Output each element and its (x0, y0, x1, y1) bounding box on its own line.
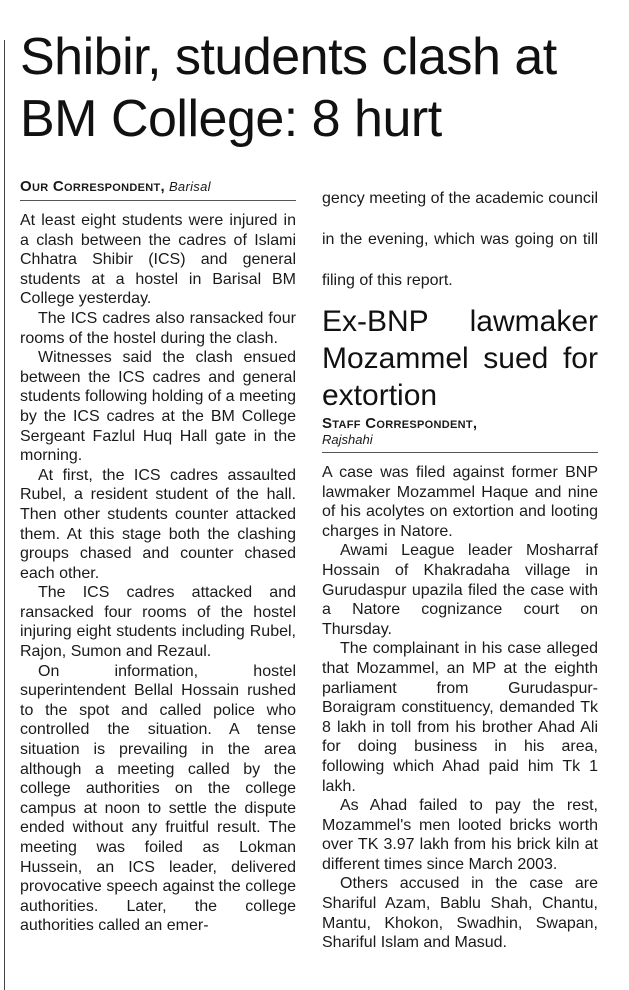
article1-column (20, 178, 296, 936)
article2-paragraph: A case was filed against former BNP lawmaker Mozammel Haque and nine of his acolytes on extortion and looting charges in Natore. (322, 464, 598, 540)
page-headline: Shibir, students clash at BM College: 8 hurt (20, 28, 557, 148)
article2-paragraph: Others accused in the case are Shariful Azam, Bablu Shah, Chantu, Mantu, Khokon, Swadhin, Swapan, Shariful Islam and Masud. (322, 875, 598, 952)
article1-paragraph: At first, the ICS cadres assaulted Rubel, a resident student of the hall. Then other students counter attacked them. At this stage both the clashing groups chased and counter chased each other. (20, 466, 296, 582)
article1-paragraph: The ICS cadres also ransacked four rooms of the hostel during the clash. (20, 309, 296, 347)
article2-paragraph: As Ahad failed to pay the rest, Mozammel's men looted bricks worth over TK 3.97 lakh from his brick kiln at different times since March 2003. (322, 797, 598, 873)
article1-byline-divider (20, 200, 296, 201)
article1-byline-name: Our Correspondent, (20, 178, 166, 195)
article1-paragraph: At least eight students were injured in a clash between the cadres of Islami Chhatra Shibir (ICS) and general students at a hostel in Barisal BM College yesterday. (20, 212, 296, 308)
article1-paragraph: The ICS cadres attacked and ransacked four rooms of the hostel injuring eight students including Rubel, Rajon, Sumon and Rezaul. (20, 584, 296, 661)
column-left-rule (4, 40, 5, 990)
article1-byline-place: Barisal (168, 179, 211, 194)
article2-byline-name: Staff Correspondent, (322, 415, 478, 432)
article2-headline: Ex-BNP lawmaker Mozammel sued for extortion (322, 305, 598, 412)
article2-column (322, 178, 598, 953)
article2-paragraph: Awami League leader Mosharraf Hossain of Khakradaha village in Gurudaspur upazila filed the case with a Natore cognizance court on Thursday. (322, 542, 598, 638)
article2-byline (322, 416, 598, 432)
article1-paragraph: Witnesses said the clash ensued between the ICS cadres and general students following holding of a meeting by the ICS cadres at the BM College Sergeant Fazlul Huq Hall gate in the morning. (20, 349, 296, 465)
article2-byline-place: Rajshahi (322, 432, 373, 447)
article2-byline-divider (322, 452, 598, 453)
article1-byline (20, 178, 296, 196)
article1-paragraph: On information, hostel superintendent Bellal Hossain rushed to the spot and called police who controlled the situation. A tense situation is prevailing in the area although a meeting called by the college authorities on the college campus at noon to settle the dispute ended without any fruitful result. The meeting was foiled as Lokman Hussein, an ICS leader, delivered provocative speech against the college authorities. Later, the college authorities called an emer- (20, 662, 296, 935)
article2-paragraph: The complainant in his case alleged that Mozammel, an MP at the eighth parliament from Gurudaspur-Boraigram constituency, demanded Tk 8 lakh in toll from his brother Ahad Ali for doing business in his area, following which Ahad paid him Tk 1 lakh. (322, 640, 598, 795)
article1-continuation: gency meeting of the academic council in the evening, which was going on till filing of this report. (322, 190, 598, 289)
